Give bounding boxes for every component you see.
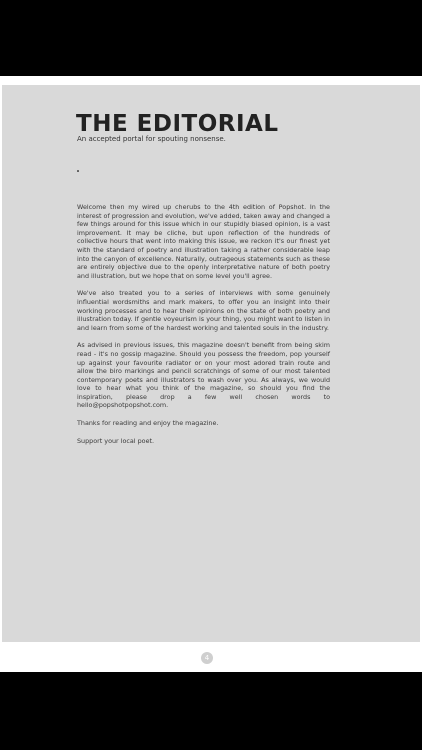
body-paragraph: We've also treated you to a series of interviews with some genuinely influential wordsmiths and mark makers, to offer you an insight into their working processes and to hear their opinions on the state of both poetry and illustration today. If gentle voyeurism is your thing, you might want to listen in and learn from some of the hardest working and talented souls in the industry. xyxy=(77,289,330,332)
page-title: THE EDITORIAL xyxy=(76,111,279,137)
body-paragraph: Thanks for reading and enjoy the magazine. xyxy=(77,419,219,428)
body-paragraph: As advised in previous issues, this magazine doesn't benefit from being skim read - it's no gossip magazine. Should you possess the freedom, pop yourself up against your favourite radiator or on your most adored train route and allow the biro markings and pencil scratchings of some of our most talented contemporary poets and illustrators to wash over you. As always, we would love to hear what you think of the magazine, so should you find the inspiration, please drop a few well chosen words to hello@popshotpopshot.com. xyxy=(77,341,330,410)
bottom-letterbox xyxy=(0,672,422,750)
body-paragraph: Welcome then my wired up cherubs to the 4th edition of Popshot. In the interest of progression and evolution, we've added, taken away and changed a few things around for this issue which in our stupidly biased opinion, is a vast improvement. It may be cliche, but upon reflection of the hundreds of collective hours that went into making this issue, we reckon it's our finest yet with the standard of poetry and illustration taking a rather considerable leap into the canyon of excellence. Naturally, outrageous statements such as these are entirely objective due to the openly interpretative nature of both poetry and illustration, but we hope that on some level you'll agree. xyxy=(77,203,331,280)
top-letterbox xyxy=(0,0,422,76)
decorative-dot xyxy=(77,170,79,172)
page-number-indicator[interactable]: 4 xyxy=(201,652,213,664)
editorial-body xyxy=(77,203,330,454)
body-paragraph: Support your local poet. xyxy=(77,436,155,445)
page-subtitle: An accepted portal for spouting nonsense. xyxy=(77,135,226,143)
